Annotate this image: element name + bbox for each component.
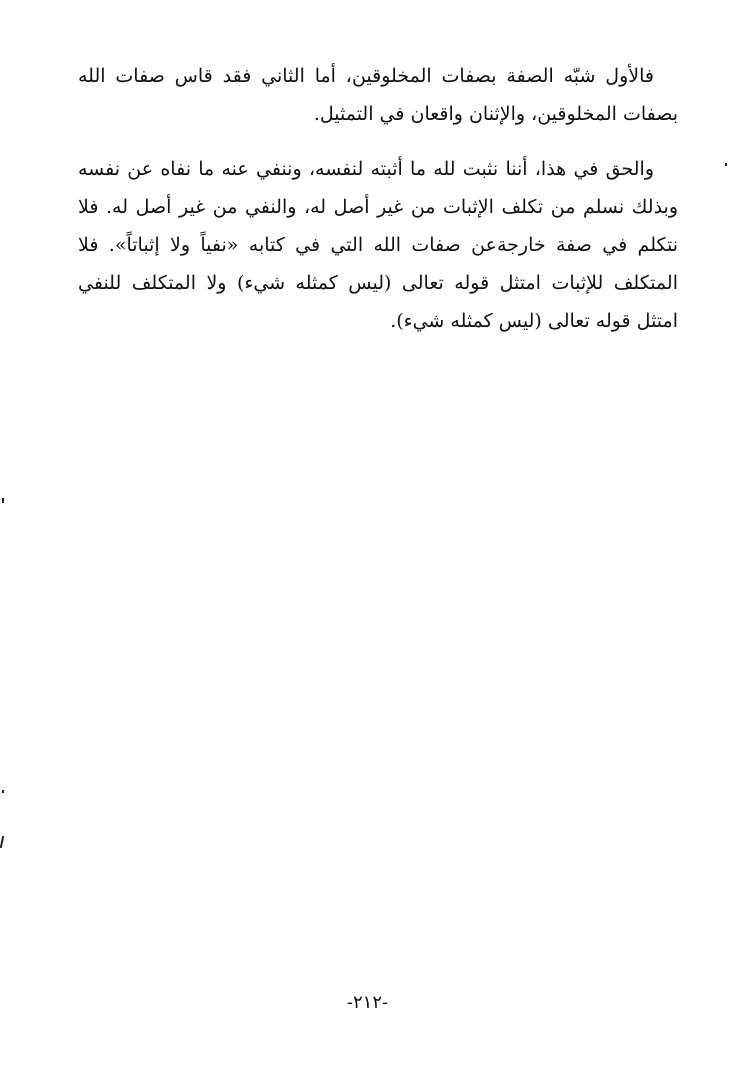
scan-speck xyxy=(725,163,727,166)
scan-speck xyxy=(0,836,4,848)
page-number: -٢١٢- xyxy=(346,992,389,1013)
scan-speck xyxy=(2,498,4,503)
scan-speck xyxy=(2,790,4,793)
paragraph-2 xyxy=(78,150,678,340)
paragraph-2-text: والحق في هذا، أننا نثبت لله ما أثبته لنفسه، وننفي عنه ما نفاه عن نفسه وبذلك نسلم من تكلف الإثبات من غير أصل له، والنفي من غير أصل له. فلا نتكلم في صفة خارجةعن صفات الله التي في كتابه «نفياً ولا إثباتاً». فلا المتكلف للإثبات امتثل قوله تعالى (ليس كمثله شيء) ولا المتكلف للنفي امتثل قوله تعالى (ليس كمثله شيء). xyxy=(78,158,678,332)
paragraph-1 xyxy=(78,57,678,133)
paragraph-1-text: فالأول شبّه الصفة بصفات المخلوقين، أما الثاني فقد قاس صفات الله بصفات المخلوقين، والإثنان واقعان في التمثيل. xyxy=(78,65,678,125)
